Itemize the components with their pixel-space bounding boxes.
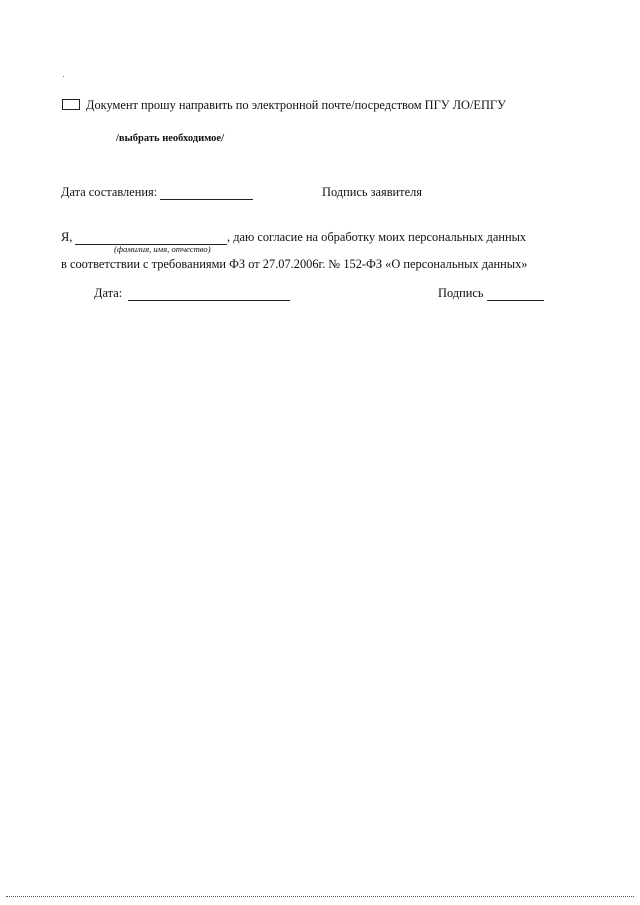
compile-date-field[interactable] [160,187,253,205]
choose-hint: /выбрать необходимое/ [116,133,224,144]
page-bottom-edge [6,896,634,897]
consent-text: , даю согласие на обработку моих персональных данных [227,230,527,244]
consent-signature-field[interactable] [487,288,544,306]
compile-date-label: Дата составления: [61,185,158,199]
applicant-signature-label: Подпись заявителя [322,185,422,199]
full-name-hint: (фамилия, имя, отчество) [114,244,211,254]
scan-speck [63,76,64,77]
delivery-option-text: Документ прошу направить по электронной почте/посредством ПГУ ЛО/ЕПГУ [86,98,506,112]
consent-signature-label: Подпись [438,286,484,300]
consent-date-field[interactable] [128,288,290,306]
consent-prefix: Я, [61,230,73,244]
consent-date-label: Дата: [94,286,123,300]
delivery-checkbox[interactable] [62,99,80,110]
law-reference-text: в соответствии с требованиями ФЗ от 27.07.2006г. № 152-ФЗ «О персональных данных» [61,257,528,271]
